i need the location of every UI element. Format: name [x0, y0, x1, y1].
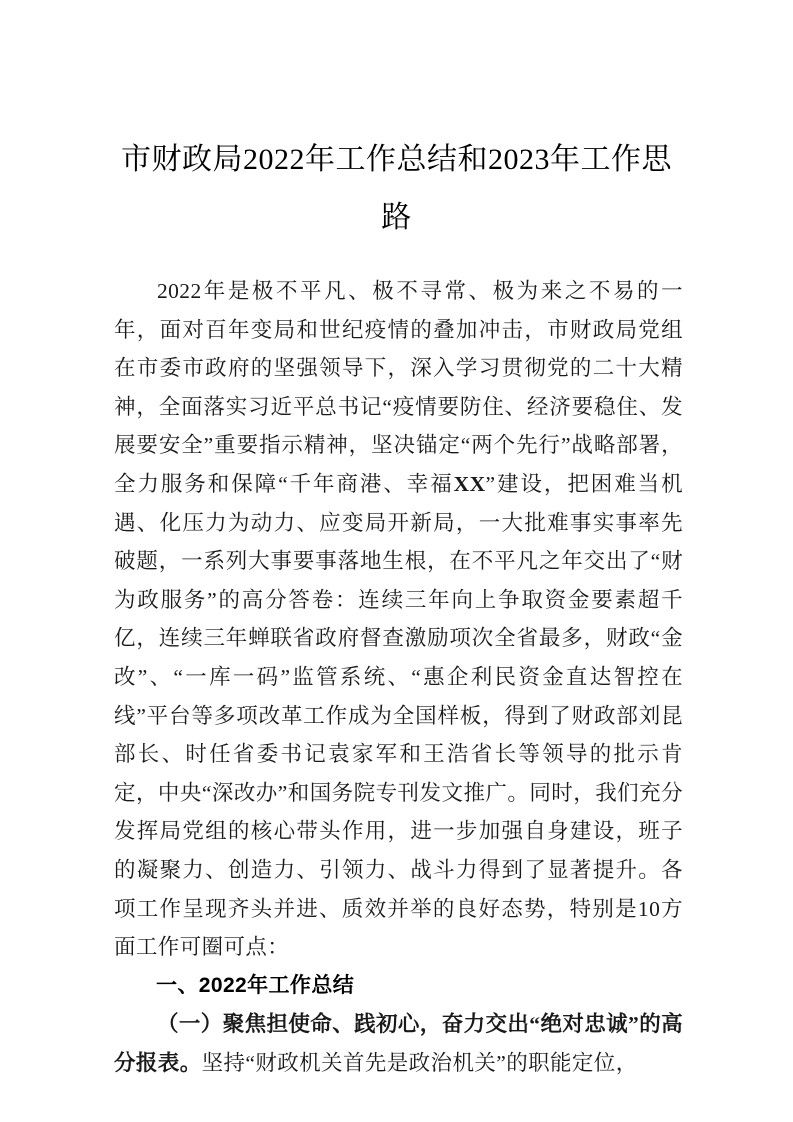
opening-paragraph-part-2: ”建设，把困难当机遇、化压力为动力、应变局开新局，一大批难事实事率先破题，一系列大事要事落地生根，在不平凡之年交出了“财为政服务”的高分答卷：连续三年向上争取资金要素超千亿，连续三年蝉联省政府督查激励项次全省最多，财政“金改”、“一库一码”监管系统、“惠企利民资金直达智控在线”平台等多项改革工作成为全国样板，得到了财政部刘昆部长、时任省委书记袁家军和王浩省长等领导的批示肯定，中央“深改办”和国务院专刊发文推广。同时，我们充分发挥局党组的核心带头作用，进一步加强自身建设，班子的凝聚力、创造力、引领力、战斗力得到了显著提升。各项工作呈现齐头并进、质效并举的良好态势，特别是10方面工作可圈可点：: [114, 471, 683, 960]
subsection-paragraph-one: [114, 1005, 683, 1082]
document-body: [114, 272, 683, 1082]
section-heading-work-summary: 一、2022年工作总结: [156, 973, 355, 997]
redacted-city-name: XX: [453, 471, 486, 496]
page-title-line-1: 市财政局2022年工作总结和2023年工作思: [121, 143, 672, 176]
subsection-one-lead: （一）聚焦担使命、践初心，奋力交出“绝对忠诚”的高分报表。: [114, 1012, 684, 1075]
page-title: [113, 131, 680, 247]
opening-paragraph-part-1: 2022年是极不平凡、极不寻常、极为来之不易的一年，面对百年变局和世纪疫情的叠加冲击，市财政局党组在市委市政府的坚强领导下，深入学习贯彻党的二十大精神，全面落实习近平总书记“疫情要防住、经济要稳住、发展要安全”重要指示精神，坚决锚定“两个先行”战略部署，全力服务和保障“千年商港、幸福: [114, 279, 683, 496]
page-title-line-2: 路: [381, 201, 412, 234]
subsection-one-rest: 坚持“财政机关首先是政治机关”的职能定位，: [201, 1050, 638, 1075]
opening-paragraph: [114, 272, 683, 967]
